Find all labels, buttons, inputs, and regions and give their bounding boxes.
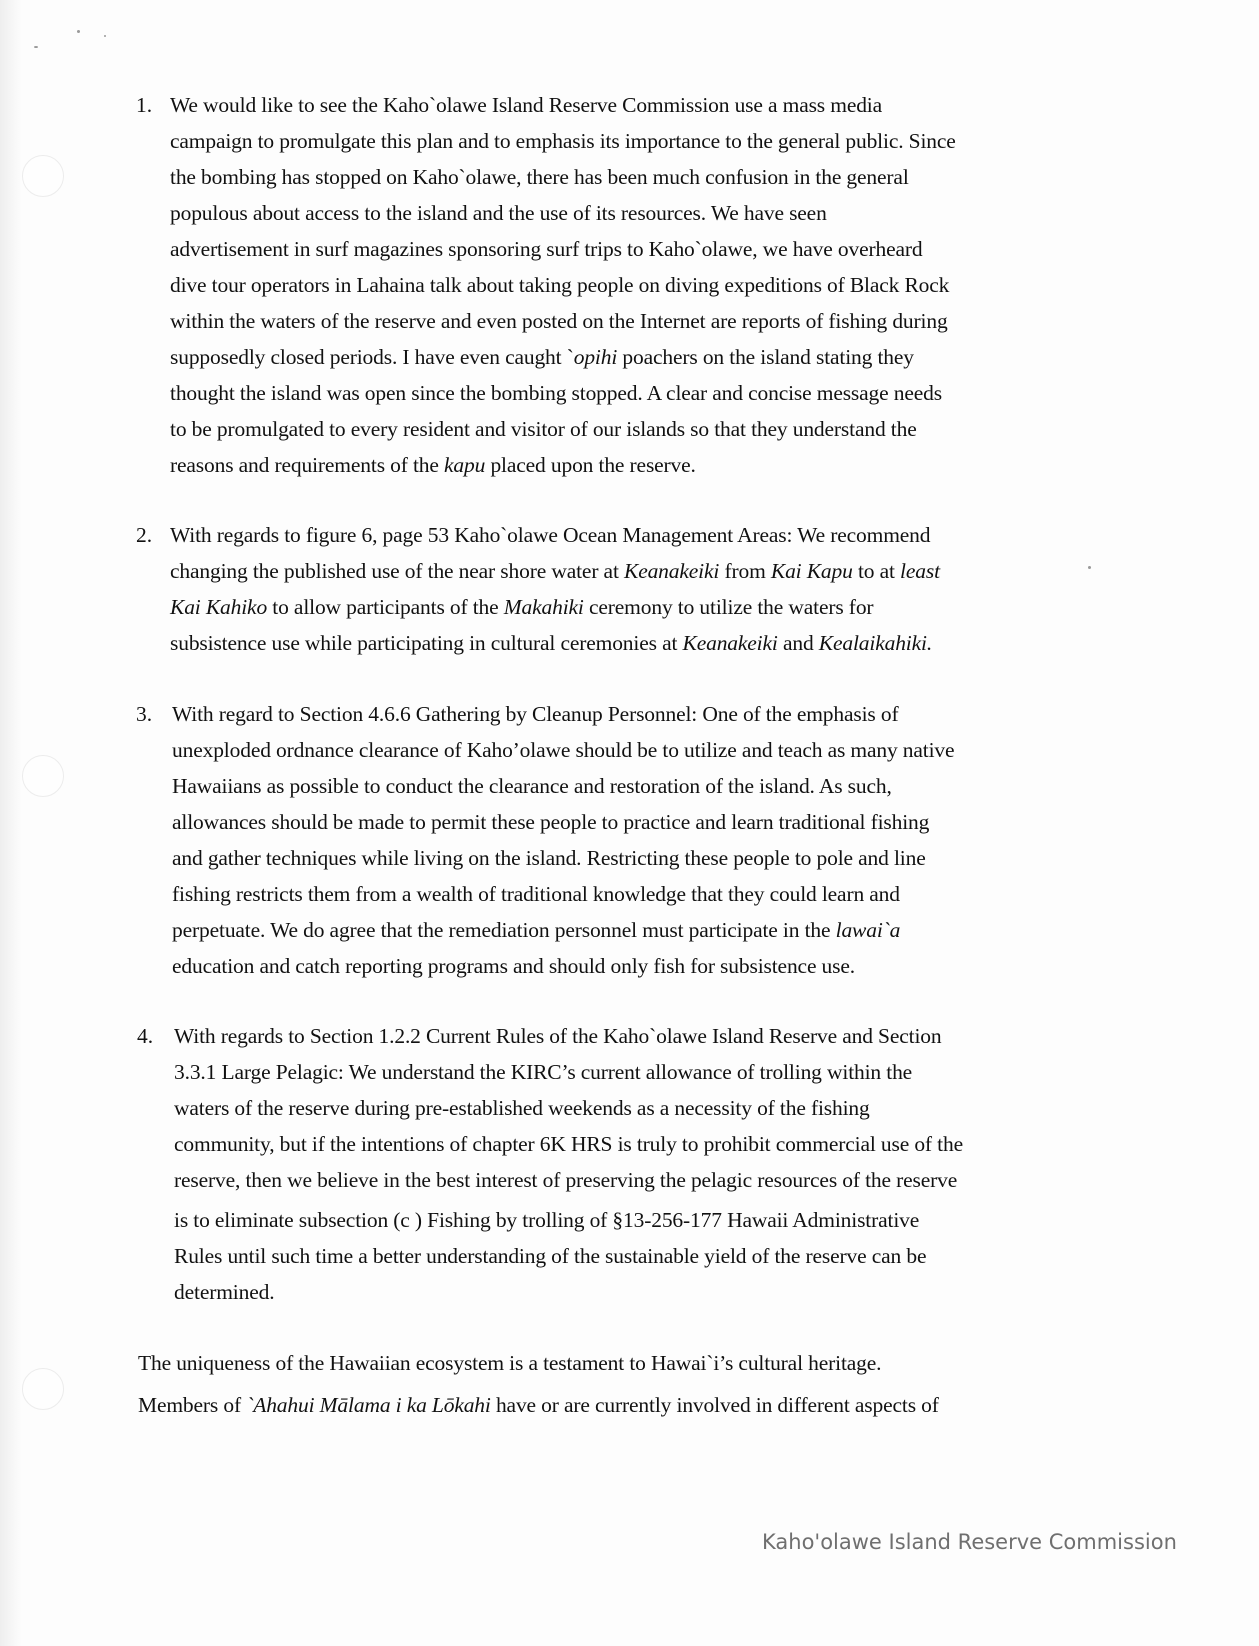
punch-hole-top	[22, 155, 64, 197]
footer-watermark: Kaho'olawe Island Reserve Commission	[762, 1530, 1177, 1554]
italic-term: Keanakeiki	[624, 559, 720, 583]
italic-term: lawai`a	[835, 918, 901, 942]
text-line	[172, 701, 898, 727]
text-run: populous about access to the island and the use of its resources. We have seen	[170, 201, 827, 225]
text-run: poachers on the island stating they	[617, 345, 914, 369]
text-run: changing the published use of the near shore water at	[170, 559, 624, 583]
italic-term: Kealaikahiki.	[818, 631, 933, 655]
text-run: subsistence use while participating in cultural ceremonies at	[170, 631, 683, 655]
text-line	[170, 416, 917, 442]
text-line	[170, 452, 696, 478]
text-run: and gather techniques while living on the island. Restricting these people to pole and line	[172, 846, 926, 870]
text-run: supposedly closed periods. I have even caught `	[170, 345, 574, 369]
italic-term: least	[900, 559, 940, 583]
text-run: The uniqueness of the Hawaiian ecosystem is a testament to Hawai`i’s cultural heritage.	[138, 1351, 882, 1375]
text-run: allowances should be made to permit these people to practice and learn traditional fishing	[172, 810, 930, 834]
text-line	[172, 845, 926, 871]
italic-term: Kai Kapu	[770, 559, 853, 583]
text-line	[172, 917, 900, 943]
italic-term: kapu	[444, 453, 486, 477]
text-run: fishing restricts them from a wealth of traditional knowledge that they could learn and	[172, 882, 900, 906]
text-line	[170, 236, 923, 262]
text-run: unexploded ordnance clearance of Kaho’olawe should be to utilize and teach as many native	[172, 738, 955, 762]
italic-term: opihi	[573, 345, 618, 369]
text-line	[174, 1131, 963, 1157]
text-line	[170, 630, 932, 656]
text-line	[170, 344, 914, 370]
text-run: reserve, then we believe in the best interest of preserving the pelagic resources of the reserve	[174, 1168, 958, 1192]
scan-speck	[1088, 566, 1091, 569]
text-line	[170, 594, 873, 620]
text-line	[172, 953, 855, 979]
text-line	[170, 558, 940, 584]
text-run: Rules until such time a better understanding of the sustainable yield of the reserve can be	[174, 1244, 927, 1268]
text-run: and	[777, 631, 819, 655]
text-line	[170, 128, 956, 154]
scan-speck	[34, 46, 38, 48]
item-number: 3.	[136, 702, 153, 726]
text-run: reasons and requirements of the	[170, 453, 445, 477]
text-run: to allow participants of the	[267, 595, 504, 619]
text-run: With regards to Section 1.2.2 Current Rules of the Kaho`olawe Island Reserve and Section	[174, 1024, 942, 1048]
scan-edge-shadow	[0, 0, 22, 1646]
text-run: the bombing has stopped on Kaho`olawe, there has been much confusion in the general	[170, 165, 909, 189]
text-line	[172, 809, 929, 835]
italic-term: Keanakeiki	[682, 631, 778, 655]
scan-speck	[77, 30, 80, 33]
text-run: within the waters of the reserve and even posted on the Internet are reports of fishing during	[170, 309, 948, 333]
text-run: campaign to promulgate this plan and to emphasis its importance to the general public. Since	[170, 129, 956, 153]
text-line	[172, 773, 892, 799]
punch-hole-bottom	[22, 1368, 64, 1410]
text-line	[174, 1059, 912, 1085]
text-run: placed upon the reserve.	[485, 453, 696, 477]
text-run: have or are currently involved in different aspects of	[490, 1393, 939, 1417]
italic-term: Kai Kahiko	[170, 595, 268, 619]
text-run: education and catch reporting programs and should only fish for subsistence use.	[172, 954, 855, 978]
punch-hole-middle	[22, 755, 64, 797]
italic-term: `Ahahui Mālama i ka Lōkahi	[246, 1393, 491, 1417]
text-line	[174, 1207, 919, 1233]
text-run: 3.3.1 Large Pelagic: We understand the KIRC’s current allowance of trolling within the	[174, 1060, 913, 1084]
text-line	[170, 92, 882, 118]
text-run: dive tour operators in Lahaina talk about taking people on diving expeditions of Black Rock	[170, 273, 950, 297]
text-run: Members of	[138, 1393, 247, 1417]
text-run: With regard to Section 4.6.6 Gathering by Cleanup Personnel: One of the emphasis of	[172, 702, 899, 726]
text-run: Hawaiians as possible to conduct the clearance and restoration of the island. As such,	[172, 774, 892, 798]
text-line	[170, 164, 909, 190]
scan-speck	[104, 35, 106, 37]
text-run: from	[719, 559, 771, 583]
text-run: determined.	[174, 1280, 275, 1304]
text-run: With regards to figure 6, page 53 Kaho`olawe Ocean Management Areas: We recommend	[170, 523, 931, 547]
text-run: perpetuate. We do agree that the remediation personnel must participate in the	[172, 918, 836, 942]
text-line	[138, 1350, 881, 1376]
text-line	[170, 308, 948, 334]
item-number: 2.	[136, 523, 153, 547]
text-run: We would like to see the Kaho`olawe Island Reserve Commission use a mass media	[170, 93, 883, 117]
text-run: thought the island was open since the bombing stopped. A clear and concise message needs	[170, 381, 942, 405]
text-line	[174, 1023, 942, 1049]
text-line	[172, 737, 954, 763]
text-run: community, but if the intentions of chapter 6K HRS is truly to prohibit commercial use of the	[174, 1132, 963, 1156]
item-number: 4.	[137, 1024, 154, 1048]
text-run: is to eliminate subsection (c ) Fishing by trolling of §13-256-177 Hawaii Administrative	[174, 1208, 920, 1232]
text-line	[174, 1243, 926, 1269]
text-run: to be promulgated to every resident and visitor of our islands so that they understand the	[170, 417, 917, 441]
text-line	[174, 1095, 870, 1121]
text-line	[170, 522, 930, 548]
text-run: to at	[852, 559, 901, 583]
text-run: ceremony to utilize the waters for	[583, 595, 874, 619]
text-run: waters of the reserve during pre-established weekends as a necessity of the fishing	[174, 1096, 870, 1120]
text-line	[138, 1392, 939, 1418]
text-run: advertisement in surf magazines sponsoring surf trips to Kaho`olawe, we have overheard	[170, 237, 923, 261]
text-line	[170, 380, 942, 406]
item-number: 1.	[136, 93, 153, 117]
text-line	[174, 1167, 957, 1193]
italic-term: Makahiki	[503, 595, 584, 619]
text-line	[172, 881, 900, 907]
text-line	[174, 1279, 274, 1305]
text-line	[170, 200, 827, 226]
text-line	[170, 272, 949, 298]
